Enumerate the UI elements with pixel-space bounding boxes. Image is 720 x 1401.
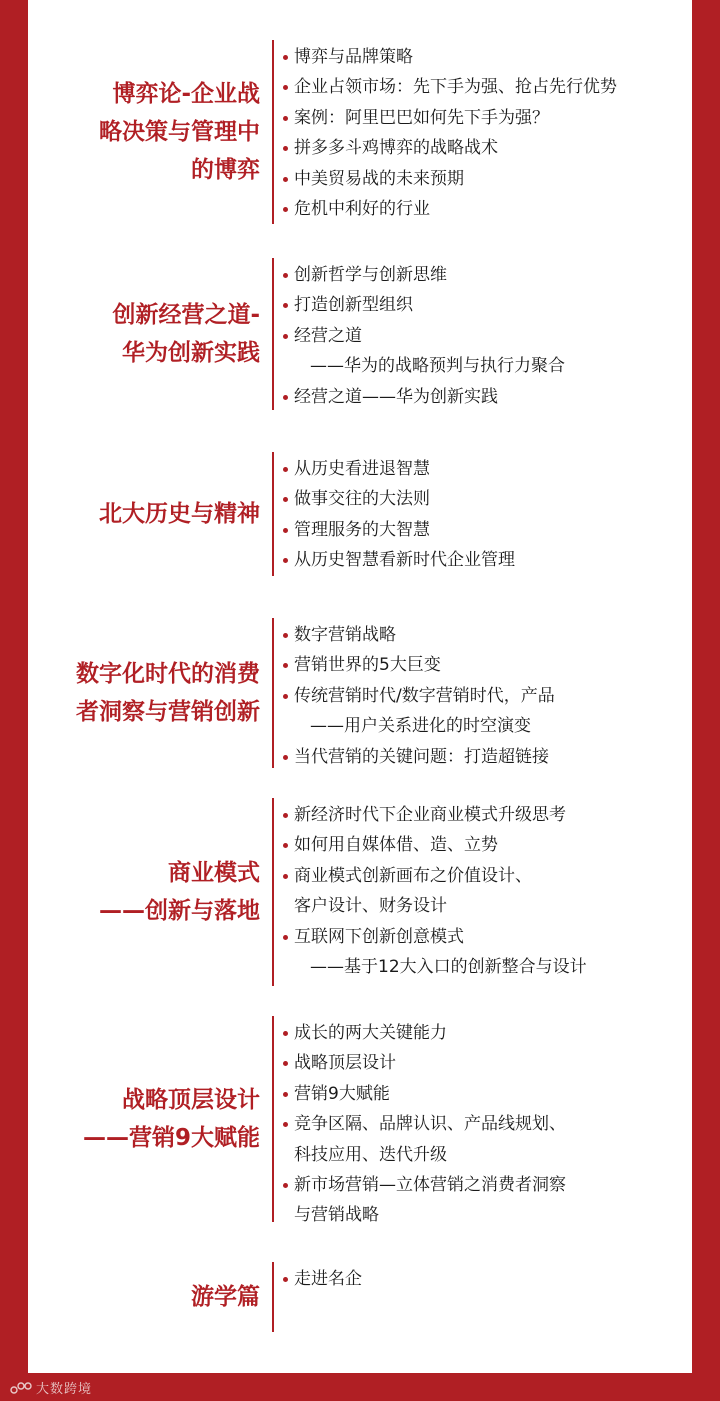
topic-text: 互联网下创新创意模式 [294, 926, 464, 947]
topic-item [282, 830, 682, 860]
bullet-dot-icon [283, 467, 288, 472]
bullet-dot-icon [283, 303, 288, 308]
topic-item [282, 164, 682, 194]
topic-item [282, 620, 682, 650]
topic-text: 经营之道 [294, 325, 362, 346]
section-divider [272, 452, 274, 576]
section-title-line: 创新经营之道- [112, 302, 260, 328]
section-title [30, 495, 260, 533]
bullet-dot-icon [283, 1061, 288, 1066]
topic-item [282, 103, 682, 133]
topic-text: 新市场营销—立体营销之消费者洞察 [294, 1175, 566, 1196]
topic-item [282, 382, 682, 412]
topic-item [282, 681, 682, 742]
topic-text: 经营之道——华为创新实践 [294, 386, 498, 407]
topic-list [282, 1018, 682, 1231]
bullet-dot-icon [283, 1031, 288, 1036]
section-title-line: 商业模式 [168, 860, 260, 886]
bullet-dot-icon [283, 395, 288, 400]
topic-item [282, 290, 682, 320]
bullet-dot-icon [283, 843, 288, 848]
bullet-dot-icon [283, 874, 288, 879]
bullet-dot-icon [283, 273, 288, 278]
watermark-text: 大数跨境 [36, 1381, 93, 1397]
section-divider [272, 1262, 274, 1332]
topic-text: 企业占领市场：先下手为强、抢占先行优势 [294, 77, 617, 98]
bullet-dot-icon [283, 497, 288, 502]
topic-item [282, 133, 682, 163]
topic-item [282, 1018, 682, 1048]
section-6 [28, 1016, 692, 1226]
topic-item [282, 260, 682, 290]
section-divider [272, 1016, 274, 1222]
topic-item [282, 742, 682, 772]
bullet-dot-icon [283, 146, 288, 151]
section-5 [28, 798, 692, 986]
topic-text: 营销世界的5大巨变 [294, 655, 441, 676]
section-divider [272, 798, 274, 986]
topic-item [282, 72, 682, 102]
bullet-dot-icon [283, 558, 288, 563]
section-divider [272, 618, 274, 768]
topic-text: 从历史看进退智慧 [294, 459, 430, 479]
section-title-line: ——创新与落地 [99, 898, 260, 924]
topic-text-continued: 与营销战略 [294, 1205, 379, 1226]
section-divider [272, 258, 274, 410]
bullet-dot-icon [283, 207, 288, 212]
topic-item [282, 1109, 682, 1170]
topic-item [282, 42, 682, 72]
topic-text-continued: ——用户关系进化的时空演变 [310, 716, 531, 737]
section-title [30, 296, 260, 372]
section-title-line: 数字化时代的消费 [76, 661, 260, 687]
bullet-dot-icon [283, 935, 288, 940]
topic-item [282, 650, 682, 680]
section-title-line: 略决策与管理中 [99, 119, 260, 145]
bullet-dot-icon [283, 1092, 288, 1097]
bullet-dot-icon [283, 663, 288, 668]
topic-item [282, 922, 682, 983]
topic-item [282, 1264, 682, 1294]
section-1 [28, 40, 692, 224]
topic-item [282, 800, 682, 830]
topic-text: 战略顶层设计 [294, 1053, 396, 1074]
content-panel [28, 0, 692, 1373]
topic-text: 竞争区隔、品牌认识、产品线规划、 [294, 1114, 566, 1135]
topic-list [282, 42, 682, 224]
topic-list [282, 620, 682, 772]
topic-item [282, 1170, 682, 1231]
section-title-line: ——营销9大赋能 [82, 1125, 260, 1151]
bullet-dot-icon [283, 633, 288, 638]
topic-text: 从历史智慧看新时代企业管理 [294, 550, 515, 571]
bullet-dot-icon [283, 755, 288, 760]
section-title-line: 博弈论-企业战 [112, 81, 260, 107]
bullet-dot-icon [283, 1277, 288, 1282]
topic-list [282, 800, 682, 982]
topic-item [282, 484, 682, 514]
topic-text-continued: ——基于12大入口的创新整合与设计 [310, 957, 587, 978]
topic-list [282, 454, 682, 576]
topic-item [282, 515, 682, 545]
topic-item [282, 194, 682, 224]
bullet-dot-icon [283, 116, 288, 121]
section-7 [28, 1262, 692, 1332]
section-divider [272, 40, 274, 224]
topic-text: 案例：阿里巴巴如何先下手为强？ [294, 107, 549, 128]
topic-text: 新经济时代下企业商业模式升级思考 [294, 805, 566, 825]
topic-text: 商业模式创新画布之价值设计、 [294, 865, 532, 886]
topic-list [282, 260, 682, 412]
section-title-line: 者洞察与营销创新 [76, 699, 260, 725]
section-4 [28, 618, 692, 768]
bullet-dot-icon [283, 813, 288, 818]
topic-text: 创新哲学与创新思维 [294, 265, 447, 285]
bullet-dot-icon [283, 55, 288, 60]
topic-text-continued: 客户设计、财务设计 [294, 896, 447, 917]
dashu-logo-icon [10, 1380, 30, 1394]
topic-text: 营销9大赋能 [294, 1083, 390, 1104]
topic-text: 博弈与品牌策略 [294, 47, 413, 67]
topic-list [282, 1264, 682, 1294]
section-3 [28, 452, 692, 576]
topic-text: 管理服务的大智慧 [294, 519, 430, 540]
topic-item [282, 545, 682, 575]
topic-text: 打造创新型组织 [294, 295, 413, 316]
section-title [30, 1278, 260, 1316]
topic-text-continued: 科技应用、迭代升级 [294, 1144, 447, 1165]
topic-item [282, 1079, 682, 1109]
topic-text: 危机中利好的行业 [294, 199, 430, 220]
topic-text: 传统营销时代/数字营销时代，产品 [294, 685, 555, 706]
topic-text: 做事交往的大法则 [294, 489, 430, 510]
bullet-dot-icon [283, 334, 288, 339]
bullet-dot-icon [283, 85, 288, 90]
section-title [30, 1081, 260, 1157]
topic-item [282, 861, 682, 922]
section-title [30, 655, 260, 731]
footer [0, 1373, 720, 1401]
section-title-line: 战略顶层设计 [122, 1087, 260, 1113]
section-2 [28, 258, 692, 410]
section-title-line: 华为创新实践 [122, 340, 260, 366]
topic-item [282, 321, 682, 382]
topic-text: 走进名企 [294, 1269, 362, 1289]
topic-text: 成长的两大关键能力 [294, 1023, 447, 1043]
topic-text: 数字营销战略 [294, 625, 396, 645]
bullet-dot-icon [283, 694, 288, 699]
topic-text-continued: ——华为的战略预判与执行力聚合 [310, 356, 565, 377]
topic-text: 拼多多斗鸡博弈的战略战术 [294, 138, 498, 159]
section-title-line: 的博弈 [191, 157, 260, 183]
section-title-line: 游学篇 [191, 1284, 260, 1310]
topic-item [282, 1048, 682, 1078]
topic-item [282, 454, 682, 484]
topic-text: 如何用自媒体借、造、立势 [294, 835, 498, 856]
bullet-dot-icon [283, 1122, 288, 1127]
section-title [30, 854, 260, 930]
topic-text: 中美贸易战的未来预期 [294, 168, 464, 189]
bullet-dot-icon [283, 1183, 288, 1188]
section-title-line: 北大历史与精神 [99, 501, 260, 527]
bullet-dot-icon [283, 528, 288, 533]
section-title [30, 75, 260, 189]
topic-text: 当代营销的关键问题：打造超链接 [294, 746, 549, 767]
bullet-dot-icon [283, 177, 288, 182]
